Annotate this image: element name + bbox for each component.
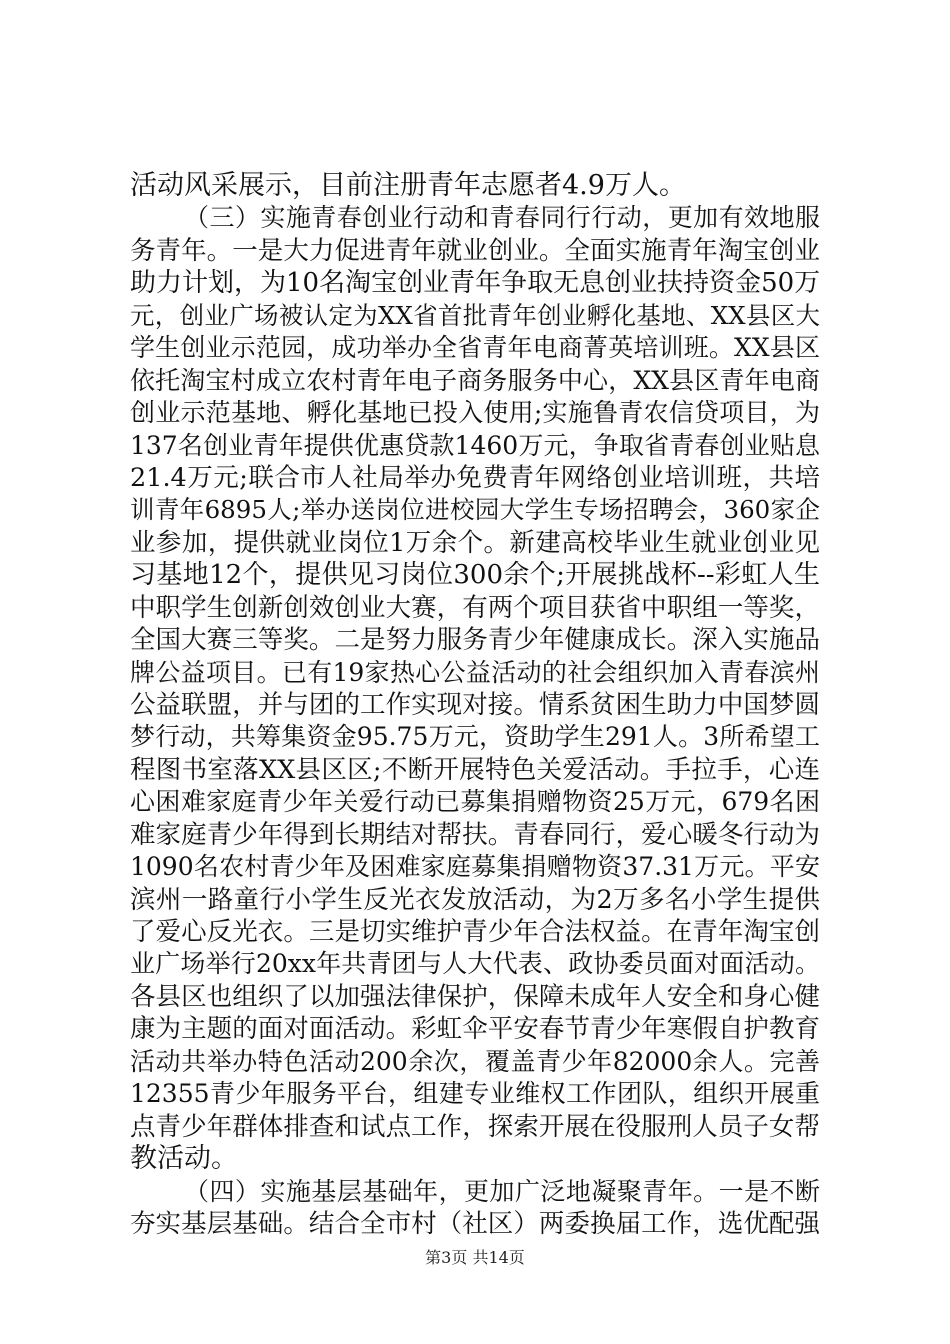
page-number-footer: 第3页 共14页	[425, 1248, 525, 1267]
paragraph-line: 各县区也组织了以加强法律保护，保障未成年人安全和身心健	[130, 982, 820, 1012]
paragraph-line: 滨州一路童行小学生反光衣发放活动，为2万多名小学生提供	[130, 885, 820, 915]
paragraph-line: 依托淘宝村成立农村青年电子商务服务中心，XX县区青年电商	[130, 366, 820, 395]
paragraph-line: 点青少年群体排查和试点工作，探索开展在役服刑人员子女帮	[130, 1112, 820, 1142]
paragraph-line: 助力计划，为10名淘宝创业青年争取无息创业扶持资金50万	[130, 268, 820, 298]
paragraph-line: 康为主题的面对面活动。彩虹伞平安春节青少年寒假自护教育	[130, 1014, 820, 1044]
paragraph-line: 公益联盟，并与团的工作实现对接。情系贫困生助力中国梦圆	[130, 690, 820, 720]
paragraph-line: 心困难家庭青少年关爱行动已募集捐赠物资25万元，679名困	[130, 787, 820, 816]
paragraph-line: 1090名农村青少年及困难家庭募集捐赠物资37.31万元。平安	[130, 852, 820, 881]
paragraph-line: 21.4万元;联合市人社局举办免费青年网络创业培训班，共培	[130, 463, 820, 493]
paragraph-line: 梦行动，共筹集资金95.75万元，资助学生291人。3所希望工	[130, 722, 820, 751]
paragraph-line: 程图书室落XX县区区;不断开展特色关爱活动。手拉手，心连	[130, 755, 820, 785]
paragraph-line: 活动风采展示，目前注册青年志愿者4.9万人。	[130, 170, 686, 201]
paragraph-line: 12355青少年服务平台，组建专业维权工作团队，组织开展重	[130, 1079, 820, 1108]
paragraph-line: 业广场举行20xx年共青团与人大代表、政协委员面对面活动。	[130, 949, 820, 978]
paragraph-line: 137名创业青年提供优惠贷款1460万元，争取省青春创业贴息	[130, 431, 820, 460]
paragraph-line: 了爱心反光衣。三是切实维护青少年合法权益。在青年淘宝创	[130, 917, 820, 947]
paragraph-line: 全国大赛三等奖。二是努力服务青少年健康成长。深入实施品	[130, 625, 820, 655]
paragraph-line: 教活动。	[130, 1143, 238, 1174]
paragraph-line: 活动共举办特色活动200余次，覆盖青少年82000余人。完善	[130, 1047, 820, 1076]
paragraph-line: （三）实施青春创业行动和青春同行行动，更加有效地服	[184, 203, 820, 232]
paragraph-line: 夯实基层基础。结合全市村（社区）两委换届工作，选优配强	[130, 1209, 820, 1239]
paragraph-line: 训青年6895人;举办送岗位进校园大学生专场招聘会，360家企	[130, 495, 820, 524]
paragraph-line: 牌公益项目。已有19家热心公益活动的社会组织加入青春滨州	[130, 658, 820, 687]
paragraph-line: 元，创业广场被认定为XX省首批青年创业孵化基地、XX县区大	[130, 301, 820, 330]
paragraph-line: 中职学生创新创效创业大赛，有两个项目获省中职组一等奖，	[130, 593, 820, 623]
paragraph-line: 学生创业示范园，成功举办全省青年电商菁英培训班。XX县区	[130, 333, 820, 362]
paragraph-line: 创业示范基地、孵化基地已投入使用;实施鲁青农信贷项目，为	[130, 398, 820, 427]
paragraph-line: 务青年。一是大力促进青年就业创业。全面实施青年淘宝创业	[130, 236, 820, 266]
paragraph-line: 业参加，提供就业岗位1万余个。新建高校毕业生就业创业见	[130, 528, 820, 558]
paragraph-line: （四）实施基层基础年，更加广泛地凝聚青年。一是不断	[184, 1177, 820, 1206]
paragraph-line: 习基地12个，提供见习岗位300余个;开展挑战杯--彩虹人生	[130, 560, 820, 590]
paragraph-line: 难家庭青少年得到长期结对帮扶。青春同行，爱心暖冬行动为	[130, 820, 820, 850]
